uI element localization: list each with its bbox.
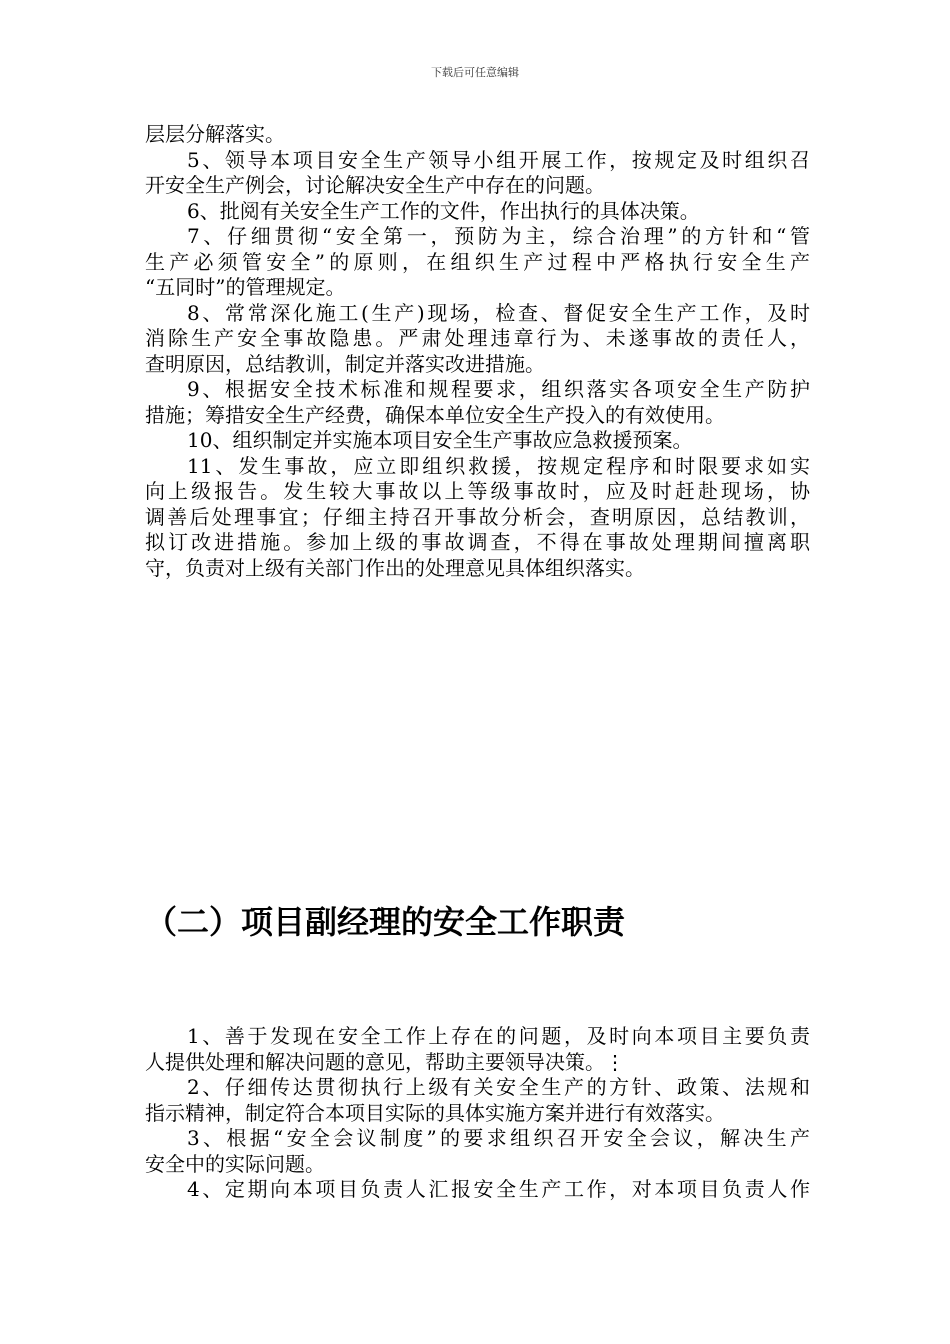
section-heading: （二）项目副经理的安全工作职责 xyxy=(145,903,626,941)
page-header: 下载后可任意编辑 xyxy=(431,66,519,79)
body-text-block-1 xyxy=(145,122,810,581)
text-line: 11、发生事故，应立即组织救援，按规定程序和时限要求如实 xyxy=(187,453,810,478)
text-line: 10、组织制定并实施本项目安全生产事故应急救援预案。 xyxy=(187,428,693,452)
text-line: 消除生产安全事故隐患。严肃处理违章行为、未遂事故的责任人， xyxy=(145,326,810,350)
text-line: 2、仔细传达贯彻执行上级有关安全生产的方针、政策、法规和 xyxy=(187,1075,810,1099)
text-line: 1、善于发现在安全工作上存在的问题，及时向本项目主要负责 xyxy=(187,1024,810,1048)
text-line: 层层分解落实。 xyxy=(145,122,285,146)
text-line: 5、领导本项目安全生产领导小组开展工作，按规定及时组织召 xyxy=(187,147,810,172)
text-line: 拟订改进措施。参加上级的事故调查，不得在事故处理期间擅离职 xyxy=(145,530,810,554)
text-line: 人提供处理和解决问题的意见，帮助主要领导决策。⋮ xyxy=(145,1049,625,1074)
text-line: 9、根据安全技术标准和规程要求，组织落实各项安全生产防护 xyxy=(187,377,810,401)
text-line: 指示精神，制定符合本项目实际的具体实施方案并进行有效落实。 xyxy=(145,1100,725,1125)
text-line: 7、仔细贯彻“安全第一，预防为主，综合治理”的方针和“管 xyxy=(187,224,810,248)
text-line: 守，负责对上级有关部门作出的处理意见具体组织落实。 xyxy=(145,555,645,580)
text-line: 调善后处理事宜；仔细主持召开事故分析会，查明原因，总结教训， xyxy=(145,504,810,529)
body-text-block-2 xyxy=(145,1024,810,1203)
text-line: 8、常常深化施工(生产)现场，检查、督促安全生产工作，及时 xyxy=(187,300,810,325)
text-line: 开安全生产例会，讨论解决安全生产中存在的问题。 xyxy=(145,173,605,197)
text-line: 6、批阅有关安全生产工作的文件，作出执行的具体决策。 xyxy=(187,198,700,223)
text-line: “五同时”的管理规定。 xyxy=(145,275,346,299)
text-line: 3、根据“安全会议制度”的要求组织召开安全会议，解决生产 xyxy=(187,1126,810,1150)
text-line: 措施；筹措安全生产经费，确保本单位安全生产投入的有效使用。 xyxy=(145,402,725,427)
text-line: 4、定期向本项目负责人汇报安全生产工作，对本项目负责人作 xyxy=(187,1177,810,1201)
text-line: 安全中的实际问题。 xyxy=(145,1151,325,1176)
text-line: 查明原因，总结教训，制定并落实改进措施。 xyxy=(145,351,545,376)
text-line: 生产必须管安全”的原则，在组织生产过程中严格执行安全生产 xyxy=(145,249,810,274)
text-line: 向上级报告。发生较大事故以上等级事故时，应及时赶赴现场，协 xyxy=(145,479,810,503)
